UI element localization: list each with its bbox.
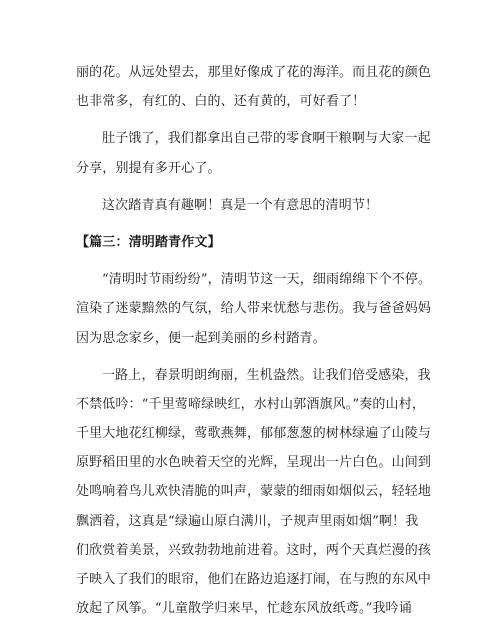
text-line: 处鸣响着鸟儿欢快清脆的叫声，蒙蒙的细雨如烟似云，轻轻地 [76, 484, 432, 500]
text-line: 们欣赏着美景，兴致勃勃地前进着。这时，两个天真烂漫的孩 [76, 542, 432, 558]
document-page [76, 58, 432, 623]
text-line: 飘洒着，这真是“绿遍山原白满川，子规声里雨如烟”啊！我 [76, 513, 419, 529]
paragraph-journey [76, 361, 432, 623]
text-line: 一路上，春景明朗绚丽，生机盎然。让我们倍受感染，我 [102, 367, 431, 383]
text-line: 因为思念家乡，便一起到美丽的乡村踏青。 [76, 330, 326, 346]
text-line: 千里大地花红柳绿，莺歌燕舞，郁郁葱葱的树林绿遍了山陵与 [76, 426, 432, 442]
text-line: 丽的花。从远处望去，那里好像成了花的海洋。而且花的颜色 [76, 65, 432, 80]
text-line: 肚子饿了，我们都拿出自己带的零食啊干粮啊与大家一起 [102, 131, 431, 147]
text-line: 原野稻田里的水色映着天空的光辉，呈现出一片白色。山间到 [76, 455, 432, 471]
paragraph-summary [76, 191, 426, 220]
section-heading: 【篇三：清明踏青作文】 [76, 234, 221, 250]
text-line: 分享，别提有多开心了。 [76, 160, 221, 176]
paragraph-flowers [76, 58, 432, 116]
section-heading-container [76, 228, 426, 257]
paragraph-qingming [76, 265, 432, 353]
text-line: 不禁低吟：“千里莺啼绿映红，水村山郭酒旗风。”奏的山村， [76, 396, 425, 412]
text-line: 这次踏青真有趣啊！真是一个有意思的清明节！ [102, 197, 379, 213]
paragraph-snacks [76, 124, 431, 182]
text-line: “清明时节雨纷纷”，清明节这一天，细雨绵绵下个不停。 [102, 272, 432, 288]
text-line: 子映入了我们的眼帘，他们在路边追逐打闹，在与煦的东风中 [76, 572, 432, 587]
text-line: 放起了风筝。“儿童散学归来早，忙趁东风放纸鸢。”我吟诵 [76, 601, 412, 617]
text-line: 渲染了迷蒙黯然的气氛，给人带来忧愁与悲伤。我与爸爸妈妈 [76, 301, 432, 317]
text-line: 也非常多，有红的、白的、还有黄的，可好看了！ [76, 94, 366, 110]
